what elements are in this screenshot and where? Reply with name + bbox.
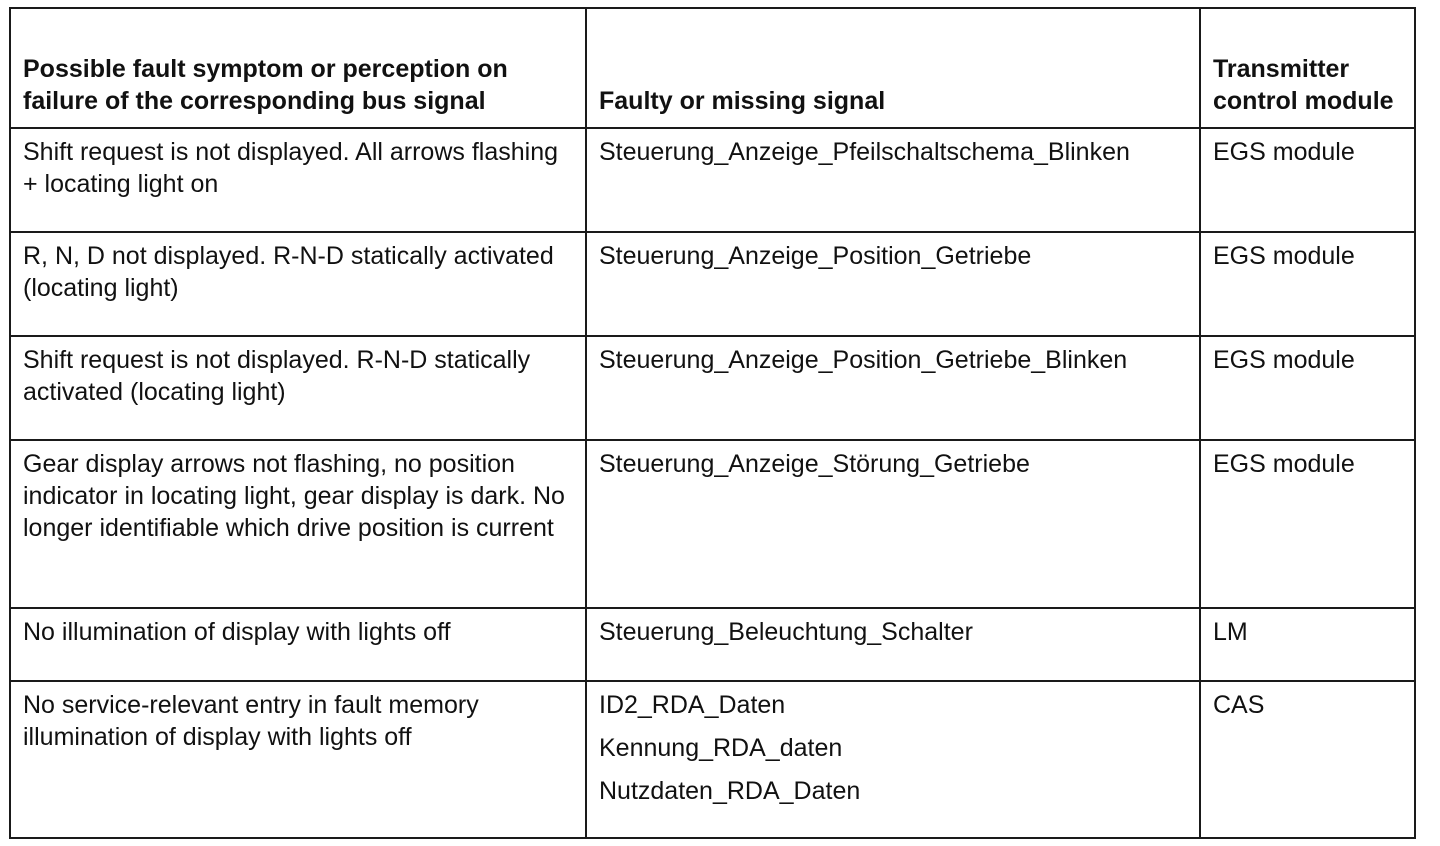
table-row [10, 336, 1415, 440]
symptom-cell: R, N, D not displayed. R-N-D statically activated (locating light) [10, 232, 586, 336]
signal-name: Steuerung_Anzeige_Pfeilschaltschema_Blinken [599, 138, 1130, 166]
signal-name: Kennung_RDA_daten [599, 734, 843, 762]
signal-cell [586, 336, 1200, 440]
header-transmitter: Transmitter control module [1200, 8, 1415, 128]
fault-signal-table [9, 7, 1416, 839]
signal-name: Steuerung_Beleuchtung_Schalter [599, 618, 973, 646]
symptom-cell: Shift request is not displayed. R-N-D statically activated (locating light) [10, 336, 586, 440]
signal-name: Steuerung_Anzeige_Position_Getriebe_Blinken [599, 346, 1128, 374]
signal-cell [586, 128, 1200, 232]
signal-name: ID2_RDA_Daten [599, 691, 786, 719]
table-row [10, 232, 1415, 336]
table-row [10, 681, 1415, 838]
transmitter-cell: EGS module [1200, 336, 1415, 440]
table-header-row [10, 8, 1415, 128]
table-row [10, 128, 1415, 232]
signal-cell [586, 232, 1200, 336]
signal-cell [586, 608, 1200, 681]
table-row [10, 440, 1415, 608]
signal-name: Steuerung_Anzeige_Störung_Getriebe [599, 450, 1030, 478]
transmitter-cell: EGS module [1200, 232, 1415, 336]
transmitter-cell: LM [1200, 608, 1415, 681]
signal-cell [586, 440, 1200, 608]
transmitter-cell: EGS module [1200, 128, 1415, 232]
symptom-cell: No service-relevant entry in fault memory illumination of display with lights off [10, 681, 586, 838]
symptom-cell: No illumination of display with lights off [10, 608, 586, 681]
signal-name: Nutzdaten_RDA_Daten [599, 777, 861, 805]
symptom-cell: Shift request is not displayed. All arrows flashing + locating light on [10, 128, 586, 232]
header-symptom: Possible fault symptom or perception on failure of the corresponding bus signal [10, 8, 586, 128]
header-signal: Faulty or missing signal [586, 8, 1200, 128]
transmitter-cell: CAS [1200, 681, 1415, 838]
table-row [10, 608, 1415, 681]
symptom-cell: Gear display arrows not flashing, no position indicator in locating light, gear display is dark. No longer identifiable which drive position is current [10, 440, 586, 608]
signal-cell [586, 681, 1200, 838]
signal-name: Steuerung_Anzeige_Position_Getriebe [599, 242, 1032, 270]
transmitter-cell: EGS module [1200, 440, 1415, 608]
